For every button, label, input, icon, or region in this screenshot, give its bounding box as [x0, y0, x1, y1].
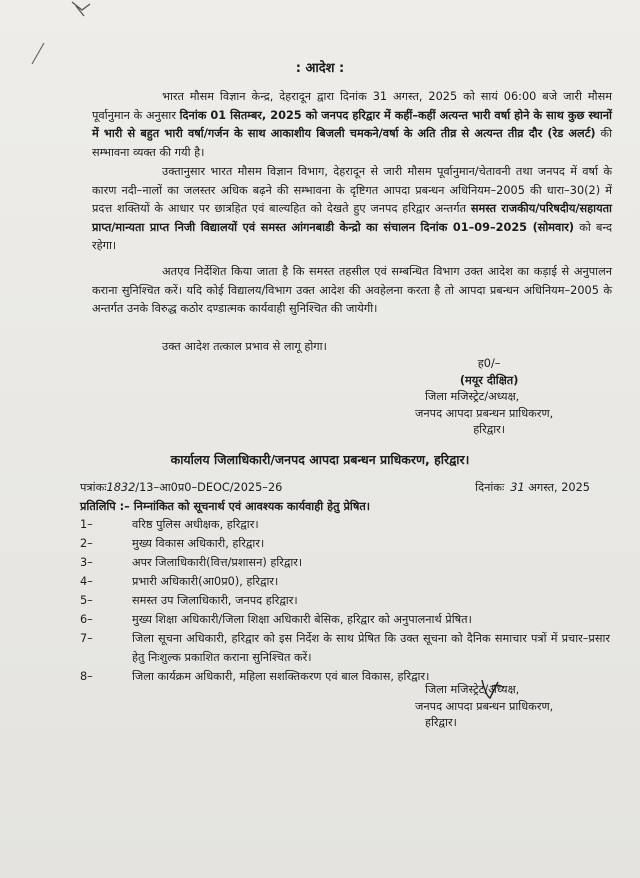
signed-mark: ह0/– [477, 357, 501, 370]
list-item: 1– वरिष्ठ पुलिस अधीक्षक, हरिद्वार। [80, 518, 259, 531]
signatory-designation: जिला मजिस्ट्रेट/अध्यक्ष, [425, 683, 520, 696]
letter-date: दिनांकः 31 अगस्त, 2025 [475, 481, 590, 494]
list-item: 8– जिला कार्यक्रम अधिकारी, महिला सशक्तिकरण एवं बाल विकास, हरिद्वार। [80, 670, 430, 683]
order-paragraph-3: अतएव निर्देशित किया जाता है कि समस्त तहसील एवं सम्बन्धित विभाग उक्त आदेश का कड़ाई से अनुपालन कराना सुनिश्चित करें। यदि कोई विद्यालय/विभाग उक्त आदेश की अवहेलना करता है तो आपदा प्रबन्धन अधिनियम–2005 के अन्तर्गत उनके विरुद्ध कठोर दण्डात्मक कार्यवाही सुनिश्चित की जायेगी। [92, 265, 612, 316]
recipient-list [80, 515, 610, 686]
list-item: 6– मुख्य शिक्षा अधिकारी/जिला शिक्षा अधिकारी बेसिक, हरिद्वार को अनुपालनार्थ प्रेषित। [80, 613, 472, 626]
torn-corner-mark [70, 0, 92, 18]
order-paragraph-2: उक्तानुसार भारत मौसम विज्ञान विभाग, देहरादून से जारी मौसम पूर्वानुमान/चेतावनी तथा जनपद में वर्षा के कारण नदी–नालों का जलस्तर अधिक बढ़ने की सम्भावना के दृष्टिगत आपदा प्रबन्धन अधिनियम–2005 की धारा–30(2) में प्रदत्त शक्तियों के आधार पर छात्रहित एवं बाल्यहित को देखते हुए जनपद हरिद्वार अन्तर्गत समस्त राजकीय/परिषदीय/सहायता प्राप्त/मान्यता प्राप्त निजी विद्यालयों एवं समस्त आंगनबाडी केन्द्रो का संचालन दिनांक 01–09–2025 (सोमवार) को बन्द रहेगा। [92, 165, 612, 253]
signatory-authority: जनपद आपदा प्रबन्धन प्राधिकरण, [415, 699, 554, 713]
order-paragraph-4: उक्त आदेश तत्काल प्रभाव से लागू होगा। [162, 340, 327, 353]
list-item: 4– प्रभारी अधिकारी(आ0प्र0), हरिद्वार। [80, 575, 279, 588]
signature-block-1 [415, 356, 554, 439]
order-paragraph-1: भारत मौसम विज्ञान केन्द्र, देहरादून द्वारा दिनांक 31 अगस्त, 2025 को सायं 06:00 बजे जारी मौसम पूर्वानुमान के अनुसार दिनांक 01 सितम्बर, 2025 को जनपद हरिद्वार में कहीं–कहीं अत्यन्त भारी वर्षा होने के साथ कुछ स्थानों में भारी से बहुत भारी वर्षा/गर्जन के साथ आकाशीय बिजली चमकने/वर्षा के अति तीव्र से अत्यन्त तीव्र दौर (रेड अलर्ट) की सम्भावना व्यक्त की गयी है। [92, 90, 612, 159]
list-item: 3– अपर जिलाधिकारी(वित्त/प्रशासन) हरिद्वार। [80, 556, 303, 569]
order-title: : आदेश : [295, 61, 345, 76]
signature-block-2 [415, 670, 554, 732]
copy-to-heading: प्रतिलिपि :– निम्नांकित को सूचनार्थ एवं आवश्यक कार्यवाही हेतु प्रेषित। [80, 500, 371, 513]
letter-number: पत्रांकः1832/13–आ0प्र0–DEOC/2025–26 [80, 481, 283, 494]
signatory-designation: जिला मजिस्ट्रेट/अध्यक्ष, [425, 390, 520, 403]
signatory-authority: जनपद आपदा प्रबन्धन प्राधिकरण, [415, 406, 554, 420]
list-item: 7– जिला सूचना अधिकारी, हरिद्वार को इस निर्देश के साथ प्रेषित कि उक्त सूचना को दैनिक समाचार पत्रों में प्रचार–प्रसार हेतु निःशुल्क प्रकाशित कराना सुनिश्चित करें। [80, 632, 610, 664]
signatory-name: (मयूर दीक्षित) [459, 373, 519, 387]
list-item: 2– मुख्य विकास अधिकारी, हरिद्वार। [80, 537, 265, 550]
list-item: 5– समस्त उप जिलाधिकारी, जनपद हरिद्वार। [80, 594, 298, 607]
signatory-place: हरिद्वार। [425, 716, 457, 729]
signatory-place: हरिद्वार। [473, 423, 506, 436]
office-heading: कार्यालय जिलाधिकारी/जनपद आपदा प्रबन्धन प्राधिकरण, हरिद्वार। [170, 452, 470, 467]
